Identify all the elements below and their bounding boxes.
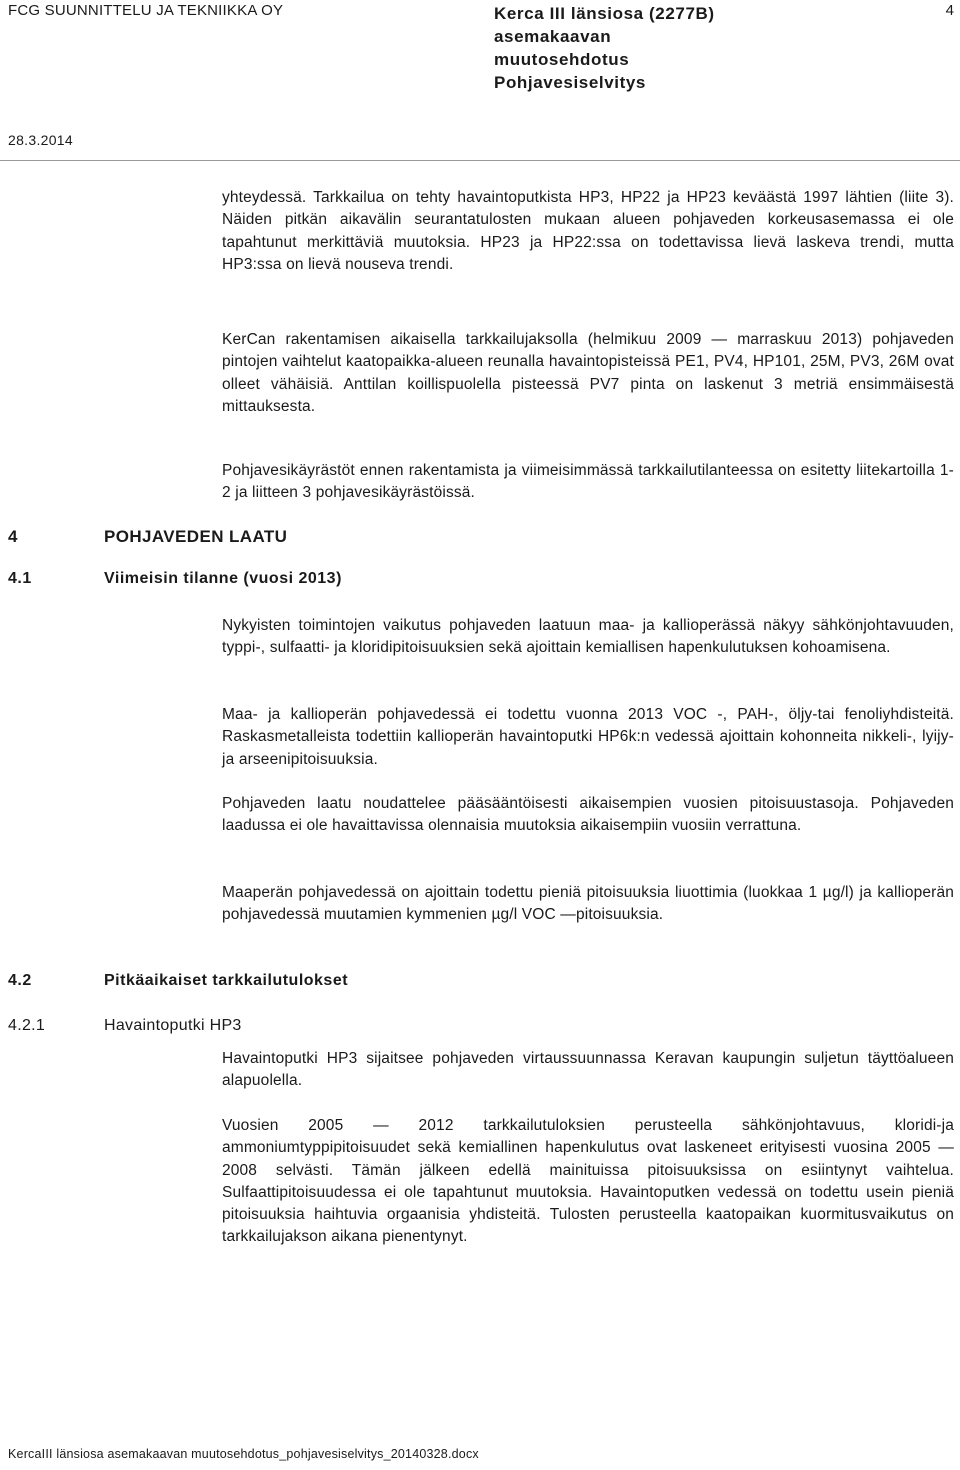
section-title: Pitkäaikaiset tarkkailutulokset — [104, 972, 349, 989]
section-number: 4 — [8, 527, 18, 546]
section-title: Viimeisin tilanne (vuosi 2013) — [104, 570, 342, 587]
section-number: 4.1 — [8, 570, 32, 587]
page-number: 4 — [945, 2, 954, 19]
footer-filename: KercaIII länsiosa asemakaavan muutosehdotus_pohjavesiselvitys_20140328.docx — [8, 1447, 479, 1461]
paragraph-hp3-location: Havaintoputki HP3 sijaitsee pohjaveden virtaussuunnassa Keravan kaupungin suljetun täyttöalueen alapuolella. — [222, 1050, 954, 1090]
section-heading-4-1 — [8, 570, 342, 588]
paragraph-contour-maps: Pohjavesikäyrästöt ennen rakentamista ja viimeisimmässä tarkkailutilanteessa on esitetty liitekartoilla 1-2 ja liitteen 3 pohjavesikäyrästöissä. — [222, 462, 954, 502]
paragraph-kerca-monitoring: KerCan rakentamisen aikaisella tarkkailujaksolla (helmikuu 2009 — marraskuu 2013) pohjaveden pintojen vaihtelut kaatopaikka-alueen reunalla havaintopisteissä PE1, PV4, HP101, 25M, PV3, 26M ovat olleet vähäisiä. Anttilan koillispuolella pisteessä PV7 pinta on laskenut 3 metriä ensimmäisestä mittauksesta. — [222, 331, 954, 415]
company-name: FCG SUUNNITTELU JA TEKNIIKKA OY — [8, 2, 284, 19]
paragraph-current-impacts: Nykyisten toimintojen vaikutus pohjaveden laatuun maa- ja kallioperässä näkyy sähkönjohtavuuden, typpi-, sulfaatti- ja kloridipitoisuuksien sekä ajoittain kemiallisen hapenkulutuksen kohoamisena. — [222, 617, 954, 657]
paragraph-voc-pah: Maa- ja kallioperän pohjavedessä ei todettu vuonna 2013 VOC -, PAH-, öljy-tai fenoliyhdisteitä. Raskasmetalleista todettiin kallioperän havaintoputki HP6k:n vedessä ajoittain kohonneita nikkeli-, lyijy- ja arseenipitoisuuksia. — [222, 706, 954, 768]
section-heading-4 — [8, 527, 287, 547]
paragraph-hp3-results: Vuosien 2005 — 2012 tarkkailutuloksien perusteella sähkönjohtavuus, kloridi-ja ammoniumtyppipitoisuudet sekä kemiallinen hapenkulutus ovat laskeneet erityisesti vuosina 2005 — 2008 selvästi. Tämän jälkeen edellä mainituissa pitoisuuksissa on esiintynyt vaihtelua. Sulfaattipitoisuudessa ei ole tapahtunut muutoksia. Havaintoputken vedessä on todettu usein pieniä pitoisuuksia haihtuvia orgaanisia yhdisteitä. Tulosten perusteella kaatopaikan kuormitusvaikutus on tarkkailujakson aikana pienentynyt. — [222, 1117, 954, 1246]
section-title: Havaintoputki HP3 — [104, 1017, 242, 1034]
section-heading-4-2 — [8, 972, 348, 990]
section-number: 4.2.1 — [8, 1017, 46, 1034]
paragraph-quality-levels: Pohjaveden laatu noudattelee pääsääntöisesti aikaisempien vuosien pitoisuustasoja. Pohjaveden laadussa ei ole havaittavissa olennaisia muutoksia aikaisempiin vuosiin verrattuna. — [222, 795, 954, 835]
section-heading-4-2-1 — [8, 1017, 242, 1035]
document-date: 28.3.2014 — [8, 132, 73, 148]
document-title: Kerca III länsiosa (2277B) asemakaavan muutosehdotus Pohjavesiselvitys — [494, 4, 715, 92]
paragraph-observation-wells: yhteydessä. Tarkkailua on tehty havaintoputkista HP3, HP22 ja HP23 keväästä 1997 lähtien (liite 3). Näiden pitkän aikavälin seurantatulosten mukaan alueen pohjaveden korkeusasemassa ei ole tapahtunut merkittäviä muutoksia. HP23 ja HP22:ssa on todettavissa lievä laskeva trendi, mutta HP3:ssa on lievä nouseva trendi. — [222, 189, 954, 273]
paragraph-solvents: Maaperän pohjavedessä on ajoittain todettu pieniä pitoisuuksia liuottimia (luokkaa 1 µg/l) ja kallioperän pohjavedessä muutamien kymmenien µg/l VOC —pitoisuuksia. — [222, 884, 954, 924]
section-number: 4.2 — [8, 972, 32, 989]
header-divider — [0, 160, 960, 161]
section-title: POHJAVEDEN LAATU — [104, 527, 288, 546]
